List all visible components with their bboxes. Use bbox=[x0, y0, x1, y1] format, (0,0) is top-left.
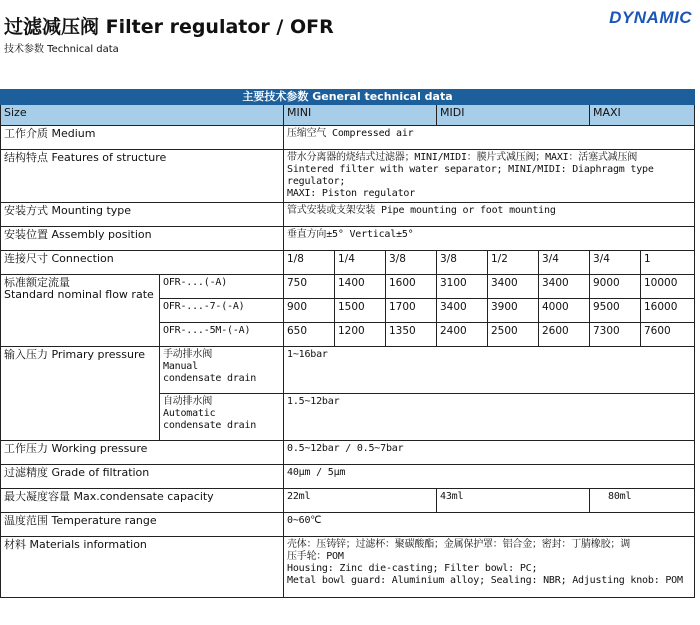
brand-logo: DYNAMIC bbox=[609, 8, 692, 27]
materials-label: 材料 Materials information bbox=[1, 537, 284, 598]
medium-label: 工作介质 Medium bbox=[1, 126, 284, 150]
flow-cell: 1400 bbox=[335, 275, 386, 299]
filtration-value: 40μm / 5μm bbox=[284, 465, 695, 489]
auto-drain-value: 1.5~12bar bbox=[284, 394, 695, 441]
connection-cell: 3/4 bbox=[590, 251, 641, 275]
condensate-mini: 22ml bbox=[284, 489, 437, 513]
position-value: 垂直方向±5° Vertical±5° bbox=[284, 227, 695, 251]
connection-row bbox=[1, 251, 695, 275]
flow-cell: 3100 bbox=[437, 275, 488, 299]
flow-label-cn: 标准额定流量 bbox=[4, 276, 70, 289]
manual-drain-value: 1~16bar bbox=[284, 347, 695, 394]
temperature-label: 温度范围 Temperature range bbox=[1, 513, 284, 537]
connection-cell: 3/8 bbox=[386, 251, 437, 275]
flow-model: OFR-...-7-(-A) bbox=[160, 299, 284, 323]
flow-cell: 3400 bbox=[437, 299, 488, 323]
flow-label bbox=[1, 275, 160, 347]
condensate-row bbox=[1, 489, 695, 513]
filtration-row bbox=[1, 465, 695, 489]
mounting-value: 管式安装或支架安装 Pipe mounting or foot mounting bbox=[284, 203, 695, 227]
structure-label: 结构特点 Features of structure bbox=[1, 150, 284, 203]
structure-row bbox=[1, 150, 695, 203]
flow-cell: 4000 bbox=[539, 299, 590, 323]
primary-pressure-label: 输入压力 Primary pressure bbox=[1, 347, 160, 441]
auto-drain-cn: 自动排水阀 bbox=[163, 396, 212, 407]
flow-cell: 1500 bbox=[335, 299, 386, 323]
working-pressure-label: 工作压力 Working pressure bbox=[1, 441, 284, 465]
flow-cell: 1600 bbox=[386, 275, 437, 299]
flow-cell: 10000 bbox=[641, 275, 695, 299]
connection-cell: 3/8 bbox=[437, 251, 488, 275]
manual-drain-en: Manual bbox=[163, 361, 198, 372]
page-title: 过滤减压阀 Filter regulator / OFR bbox=[4, 16, 334, 38]
condensate-label: 最大凝度容量 Max.condensate capacity bbox=[1, 489, 284, 513]
primary-pressure-row bbox=[1, 347, 695, 394]
band-title: 主要技术参数 General technical data bbox=[1, 90, 695, 105]
medium-value: 压缩空气 Compressed air bbox=[284, 126, 695, 150]
flow-cell: 3900 bbox=[488, 299, 539, 323]
flow-cell: 2500 bbox=[488, 323, 539, 347]
materials-value bbox=[284, 537, 695, 598]
flow-cell: 9000 bbox=[590, 275, 641, 299]
connection-cell: 1 bbox=[641, 251, 695, 275]
auto-drain-label bbox=[160, 394, 284, 441]
connection-cell: 1/8 bbox=[284, 251, 335, 275]
flow-model: OFR-...(-A) bbox=[160, 275, 284, 299]
page-subtitle: 技术参数 Technical data bbox=[4, 44, 119, 55]
technical-data-table bbox=[0, 89, 695, 598]
flow-label-en: Standard nominal flow rate bbox=[4, 288, 154, 301]
connection-cell: 3/4 bbox=[539, 251, 590, 275]
auto-drain-en: Automatic bbox=[163, 408, 216, 419]
connection-label: 连接尺寸 Connection bbox=[1, 251, 284, 275]
flow-model: OFR-...-5M-(-A) bbox=[160, 323, 284, 347]
flow-cell: 750 bbox=[284, 275, 335, 299]
size-maxi: MAXI bbox=[590, 105, 695, 126]
flow-cell: 650 bbox=[284, 323, 335, 347]
flow-cell: 3400 bbox=[539, 275, 590, 299]
structure-line: 带水分离器的烧结式过滤器；MINI/MIDI：膜片式减压阀；MAXI：活塞式减压阀 bbox=[287, 152, 638, 163]
flow-cell: 7600 bbox=[641, 323, 695, 347]
table-band bbox=[1, 90, 695, 105]
flow-cell: 900 bbox=[284, 299, 335, 323]
connection-cell: 1/4 bbox=[335, 251, 386, 275]
temperature-value: 0~60℃ bbox=[284, 513, 695, 537]
auto-drain-en: condensate drain bbox=[163, 420, 257, 431]
flow-cell: 16000 bbox=[641, 299, 695, 323]
working-pressure-value: 0.5~12bar / 0.5~7bar bbox=[284, 441, 695, 465]
flow-cell: 2400 bbox=[437, 323, 488, 347]
condensate-maxi: 80ml bbox=[590, 489, 695, 513]
flow-cell: 3400 bbox=[488, 275, 539, 299]
mounting-row bbox=[1, 203, 695, 227]
size-midi: MIDI bbox=[437, 105, 590, 126]
manual-drain-en: condensate drain bbox=[163, 373, 257, 384]
flow-cell: 1350 bbox=[386, 323, 437, 347]
structure-line: Sintered filter with water separator; MINI/MIDI: Diaphragm type regulator; bbox=[287, 164, 654, 187]
flow-cell: 2600 bbox=[539, 323, 590, 347]
mounting-label: 安装方式 Mounting type bbox=[1, 203, 284, 227]
position-label: 安装位置 Assembly position bbox=[1, 227, 284, 251]
condensate-midi: 43ml bbox=[437, 489, 590, 513]
flow-cell: 1700 bbox=[386, 299, 437, 323]
temperature-row bbox=[1, 513, 695, 537]
filtration-label: 过滤精度 Grade of filtration bbox=[1, 465, 284, 489]
size-label: Size bbox=[1, 105, 284, 126]
materials-row bbox=[1, 537, 695, 598]
position-row bbox=[1, 227, 695, 251]
size-header-row bbox=[1, 105, 695, 126]
materials-line: Housing: Zinc die-casting; Filter bowl: PC; bbox=[287, 563, 538, 574]
flow-cell: 7300 bbox=[590, 323, 641, 347]
medium-row bbox=[1, 126, 695, 150]
manual-drain-cn: 手动排水阀 bbox=[163, 349, 212, 360]
flow-row bbox=[1, 275, 695, 299]
materials-line: 壳体：压铸锌；过滤杯：聚碳酸酯；金属保护罩：铝合金；密封：丁腈橡胶；调 bbox=[287, 539, 630, 550]
materials-line: 压手轮：POM bbox=[287, 551, 344, 562]
materials-line: Metal bowl guard: Aluminium alloy; Sealing: NBR; Adjusting knob: POM bbox=[287, 575, 683, 586]
structure-value bbox=[284, 150, 695, 203]
manual-drain-label bbox=[160, 347, 284, 394]
working-pressure-row bbox=[1, 441, 695, 465]
flow-cell: 9500 bbox=[590, 299, 641, 323]
size-mini: MINI bbox=[284, 105, 437, 126]
connection-cell: 1/2 bbox=[488, 251, 539, 275]
structure-line: MAXI: Piston regulator bbox=[287, 188, 416, 199]
flow-cell: 1200 bbox=[335, 323, 386, 347]
